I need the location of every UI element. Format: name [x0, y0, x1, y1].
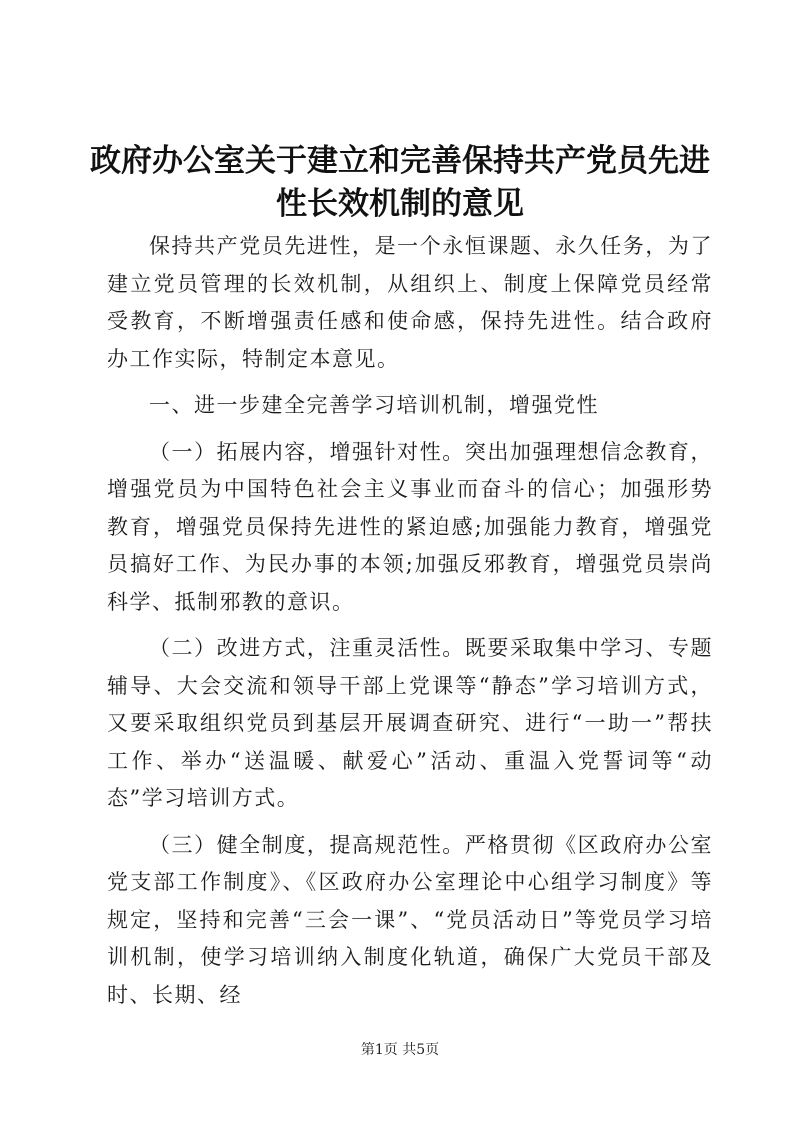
section-heading-1: 一、进一步建全完善学习培训机制，增强党性 — [149, 393, 599, 417]
page-indicator: 第1页 共5页 — [360, 1042, 440, 1058]
title-line-1: 政府办公室关于建立和完善保持共产党员先进 — [90, 143, 710, 179]
subsection-paragraph-3: （三）健全制度，提高规范性。严格贯彻《区政府办公室党支部工作制度》、《区政府办公室理论中心组学习制度》等规定，坚持和完善“三会一课”、“党员活动日”等党员学习培训机制，使学习培训纳入制度化轨道，确保广大党员干部及时、长期、经 — [107, 832, 713, 1007]
document-title — [90, 140, 710, 226]
subsection-paragraph-1: （一）拓展内容，增强针对性。突出加强理想信念教育，增强党员为中国特色社会主义事业而奋斗的信心；加强形势教育，增强党员保持先进性的紧迫感;加强能力教育，增强党员搞好工作、为民办事的本领;加强反邪教育，增强党员崇尚科学、抵制邪教的意识。 — [107, 439, 713, 614]
intro-paragraph: 保持共产党员先进性，是一个永恒课题、永久任务，为了建立党员管理的长效机制，从组织上、制度上保障党员经常受教育，不断增强责任感和使命感，保持先进性。结合政府办工作实际，特制定本意见。 — [107, 234, 713, 371]
document-body — [107, 228, 713, 1023]
subsection-paragraph-2: （二）改进方式，注重灵活性。既要采取集中学习、专题辅导、大会交流和领导干部上党课等“静态”学习培训方式，又要采取组织党员到基层开展调查研究、进行“一助一”帮扶工作、举办“送温暖、献爱心”活动、重温入党誓词等“动态”学习培训方式。 — [107, 636, 713, 810]
page-footer — [0, 1040, 800, 1060]
title-line-2: 性长效机制的意见 — [276, 186, 524, 222]
